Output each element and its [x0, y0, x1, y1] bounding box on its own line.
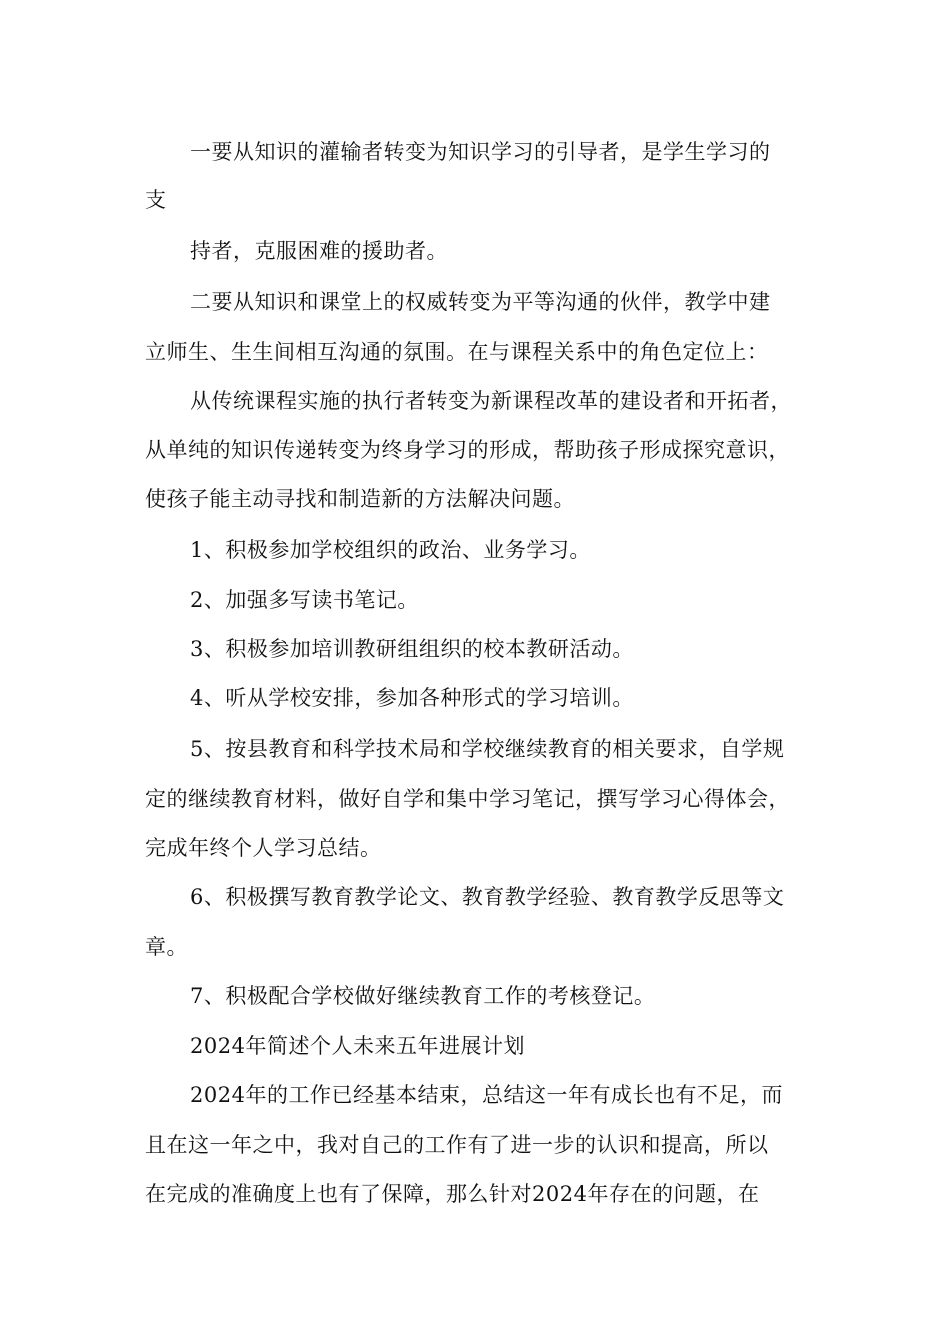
paragraph-line: 在完成的准确度上也有了保障，那么针对2024年存在的问题，在 [145, 1182, 760, 1206]
paragraph-line: 从传统课程实施的执行者转变为新课程改革的建设者和开拓者， [190, 389, 792, 413]
paragraph-line: 一要从知识的灌输者转变为知识学习的引导者，是学生学习的 [190, 140, 771, 164]
list-item-continuation: 完成年终个人学习总结。 [145, 836, 382, 860]
list-item: 7、积极配合学校做好继续教育工作的考核登记。 [190, 984, 656, 1008]
paragraph-line: 且在这一年之中，我对自己的工作有了进一步的认识和提高，所以 [145, 1133, 769, 1157]
list-item-continuation: 章。 [145, 935, 188, 959]
paragraph-line: 支 [145, 188, 167, 212]
section-heading: 2024年简述个人未来五年进展计划 [190, 1034, 525, 1058]
paragraph-line: 二要从知识和课堂上的权威转变为平等沟通的伙伴，教学中建 [190, 290, 771, 314]
list-item: 2、加强多写读书笔记。 [190, 588, 419, 612]
list-item: 3、积极参加培训教研组组织的校本教研活动。 [190, 637, 634, 661]
list-item: 5、按县教育和科学技术局和学校继续教育的相关要求，自学规 [190, 737, 785, 761]
paragraph-line: 持者，克服困难的援助者。 [190, 239, 448, 263]
paragraph-line: 从单纯的知识传递转变为终身学习的形成，帮助孩子形成探究意识， [145, 438, 790, 462]
paragraph-line: 立师生、生生间相互沟通的氛围。在与课程关系中的角色定位上： [145, 340, 769, 364]
paragraph-line: 2024年的工作已经基本结束，总结这一年有成长也有不足，而 [190, 1083, 783, 1107]
list-item: 6、积极撰写教育教学论文、教育教学经验、教育教学反思等文 [190, 885, 785, 909]
paragraph-line: 使孩子能主动寻找和制造新的方法解决问题。 [145, 487, 575, 511]
list-item: 4、听从学校安排，参加各种形式的学习培训。 [190, 686, 634, 710]
list-item: 1、积极参加学校组织的政治、业务学习。 [190, 538, 591, 562]
list-item-continuation: 定的继续教育材料，做好自学和集中学习笔记，撰写学习心得体会， [145, 787, 790, 811]
